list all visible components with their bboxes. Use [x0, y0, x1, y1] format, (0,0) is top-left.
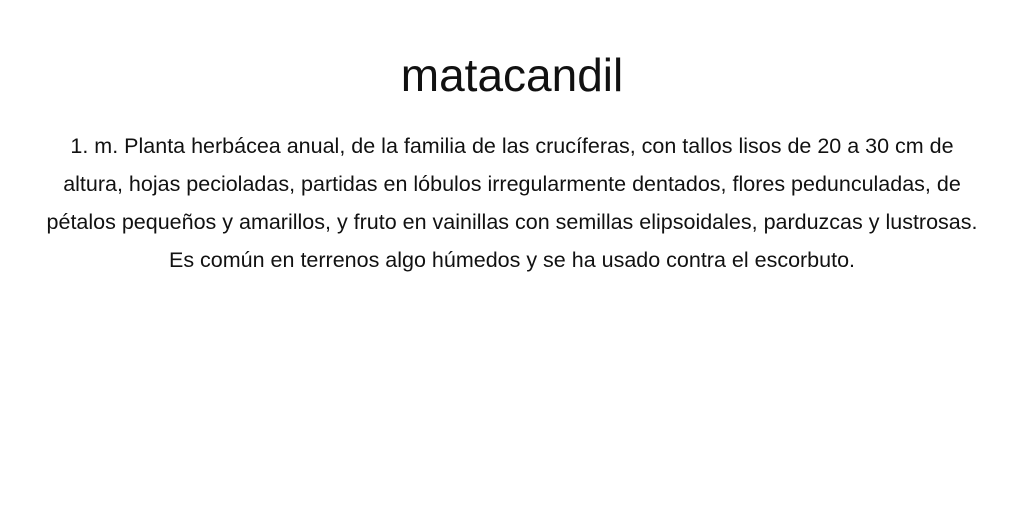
entry-definition-text: 1. m. Planta herbácea anual, de la familia de las crucíferas, con tallos lisos de 20 a 30 cm de altura, hojas pecioladas, partidas en lóbulos irregularmente dentados, flores pedunculadas, de pétalos pequeños y amarillos, y fruto en vainillas con semillas elipsoidales, parduzcas y lustrosas. Es común en terrenos algo húmedos y se ha usado contra el escorbuto.	[46, 134, 978, 272]
entry-word-title: matacandil	[400, 49, 624, 101]
